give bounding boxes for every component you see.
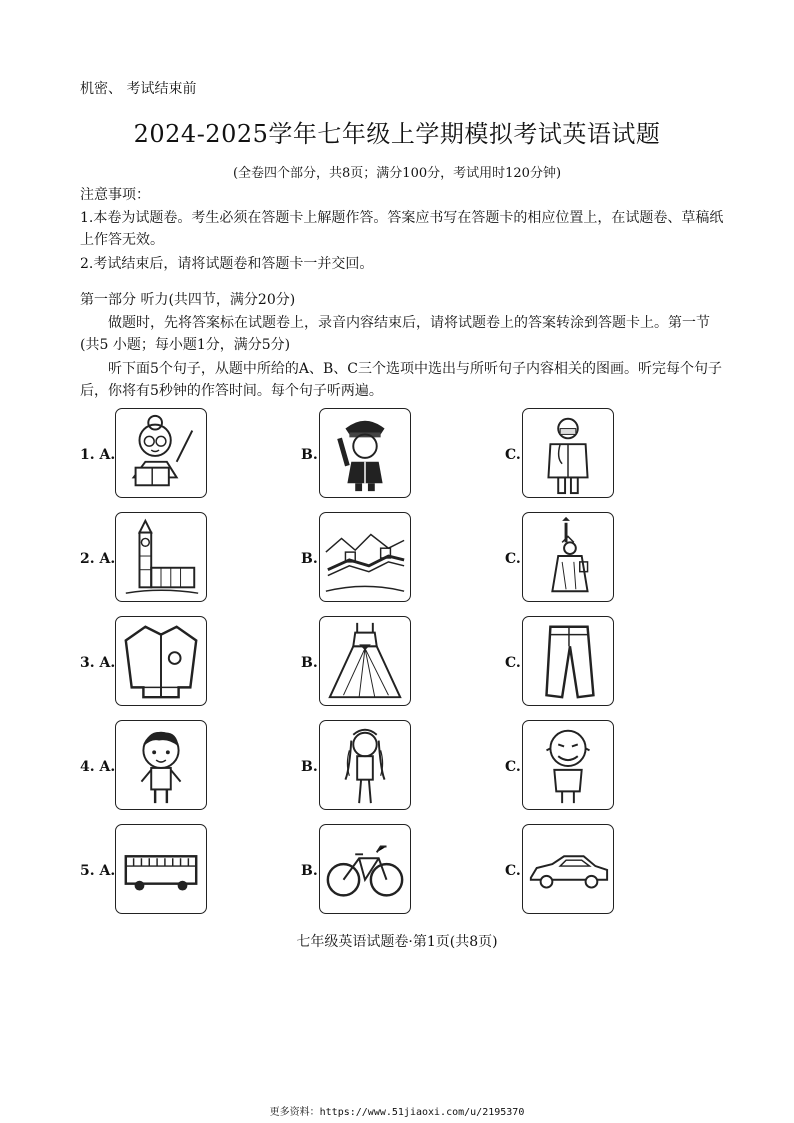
option-label: B. (301, 551, 318, 567)
question-number: 3. A. (80, 655, 116, 671)
long-hair-girl-icon (319, 720, 411, 810)
doctor-icon (522, 408, 614, 498)
police-officer-icon (319, 408, 411, 498)
note-item-2: 2.考试结束后，请将试题卷和答题卡一并交回。 (80, 256, 374, 272)
car-icon (522, 824, 614, 914)
option-label: C. (505, 655, 521, 671)
listening-instruction: 听下面5个句子，从题中所给的A、B、C三个选项中选出与所听句子内容相关的图画。听完每个句子后，你将有5秒钟的作答时间。每个句子听两遍。 (80, 361, 723, 399)
confidential-mark: 机密、 考试结束前 (80, 81, 197, 97)
exam-title: 2024-2025学年七年级上学期模拟考试英语试题 (133, 120, 661, 148)
pants-icon (522, 616, 614, 706)
resource-link[interactable]: 更多资料：https://www.51jiaoxi.com/u/2195370 (269, 1107, 525, 1118)
boy-icon (115, 720, 207, 810)
question-number: 1. A. (80, 447, 116, 463)
option-label: B. (301, 863, 318, 879)
bicycle-icon (319, 824, 411, 914)
question-number: 5. A. (80, 863, 116, 879)
dress-icon (319, 616, 411, 706)
part1-description: 做题时，先将答案标在试题卷上，录音内容结束后，请将试题卷上的答案转涂到答题卡上。第一节 (共5 小题；每小题1分，满分5分) (80, 315, 710, 353)
option-label: B. (301, 655, 318, 671)
option-label: C. (505, 551, 521, 567)
option-label: C. (505, 447, 521, 463)
exam-subtitle: (全卷四个部分，共8页；满分100分，考试用时120分钟) (232, 166, 562, 181)
big-ben-icon (115, 512, 207, 602)
question-number: 4. A. (80, 759, 116, 775)
great-wall-icon (319, 512, 411, 602)
notes-heading: 注意事项： (80, 187, 150, 203)
note-item-1: 1.本卷为试题卷。考生必须在答题卡上解题作答。答案应书写在答题卡的相应位置上，在试题卷、草稿纸上作答无效。 (80, 210, 724, 248)
option-label: B. (301, 759, 318, 775)
option-label: C. (505, 759, 521, 775)
option-label: B. (301, 447, 318, 463)
statue-of-liberty-icon (522, 512, 614, 602)
bald-man-icon (522, 720, 614, 810)
question-number: 2. A. (80, 551, 116, 567)
part1-heading: 第一部分 听力(共四节，满分20分) (80, 292, 296, 308)
teacher-icon (115, 408, 207, 498)
jacket-icon (115, 616, 207, 706)
bus-icon (115, 824, 207, 914)
option-label: C. (505, 863, 521, 879)
page-footer: 七年级英语试题卷·第1页(共8页) (296, 934, 498, 950)
